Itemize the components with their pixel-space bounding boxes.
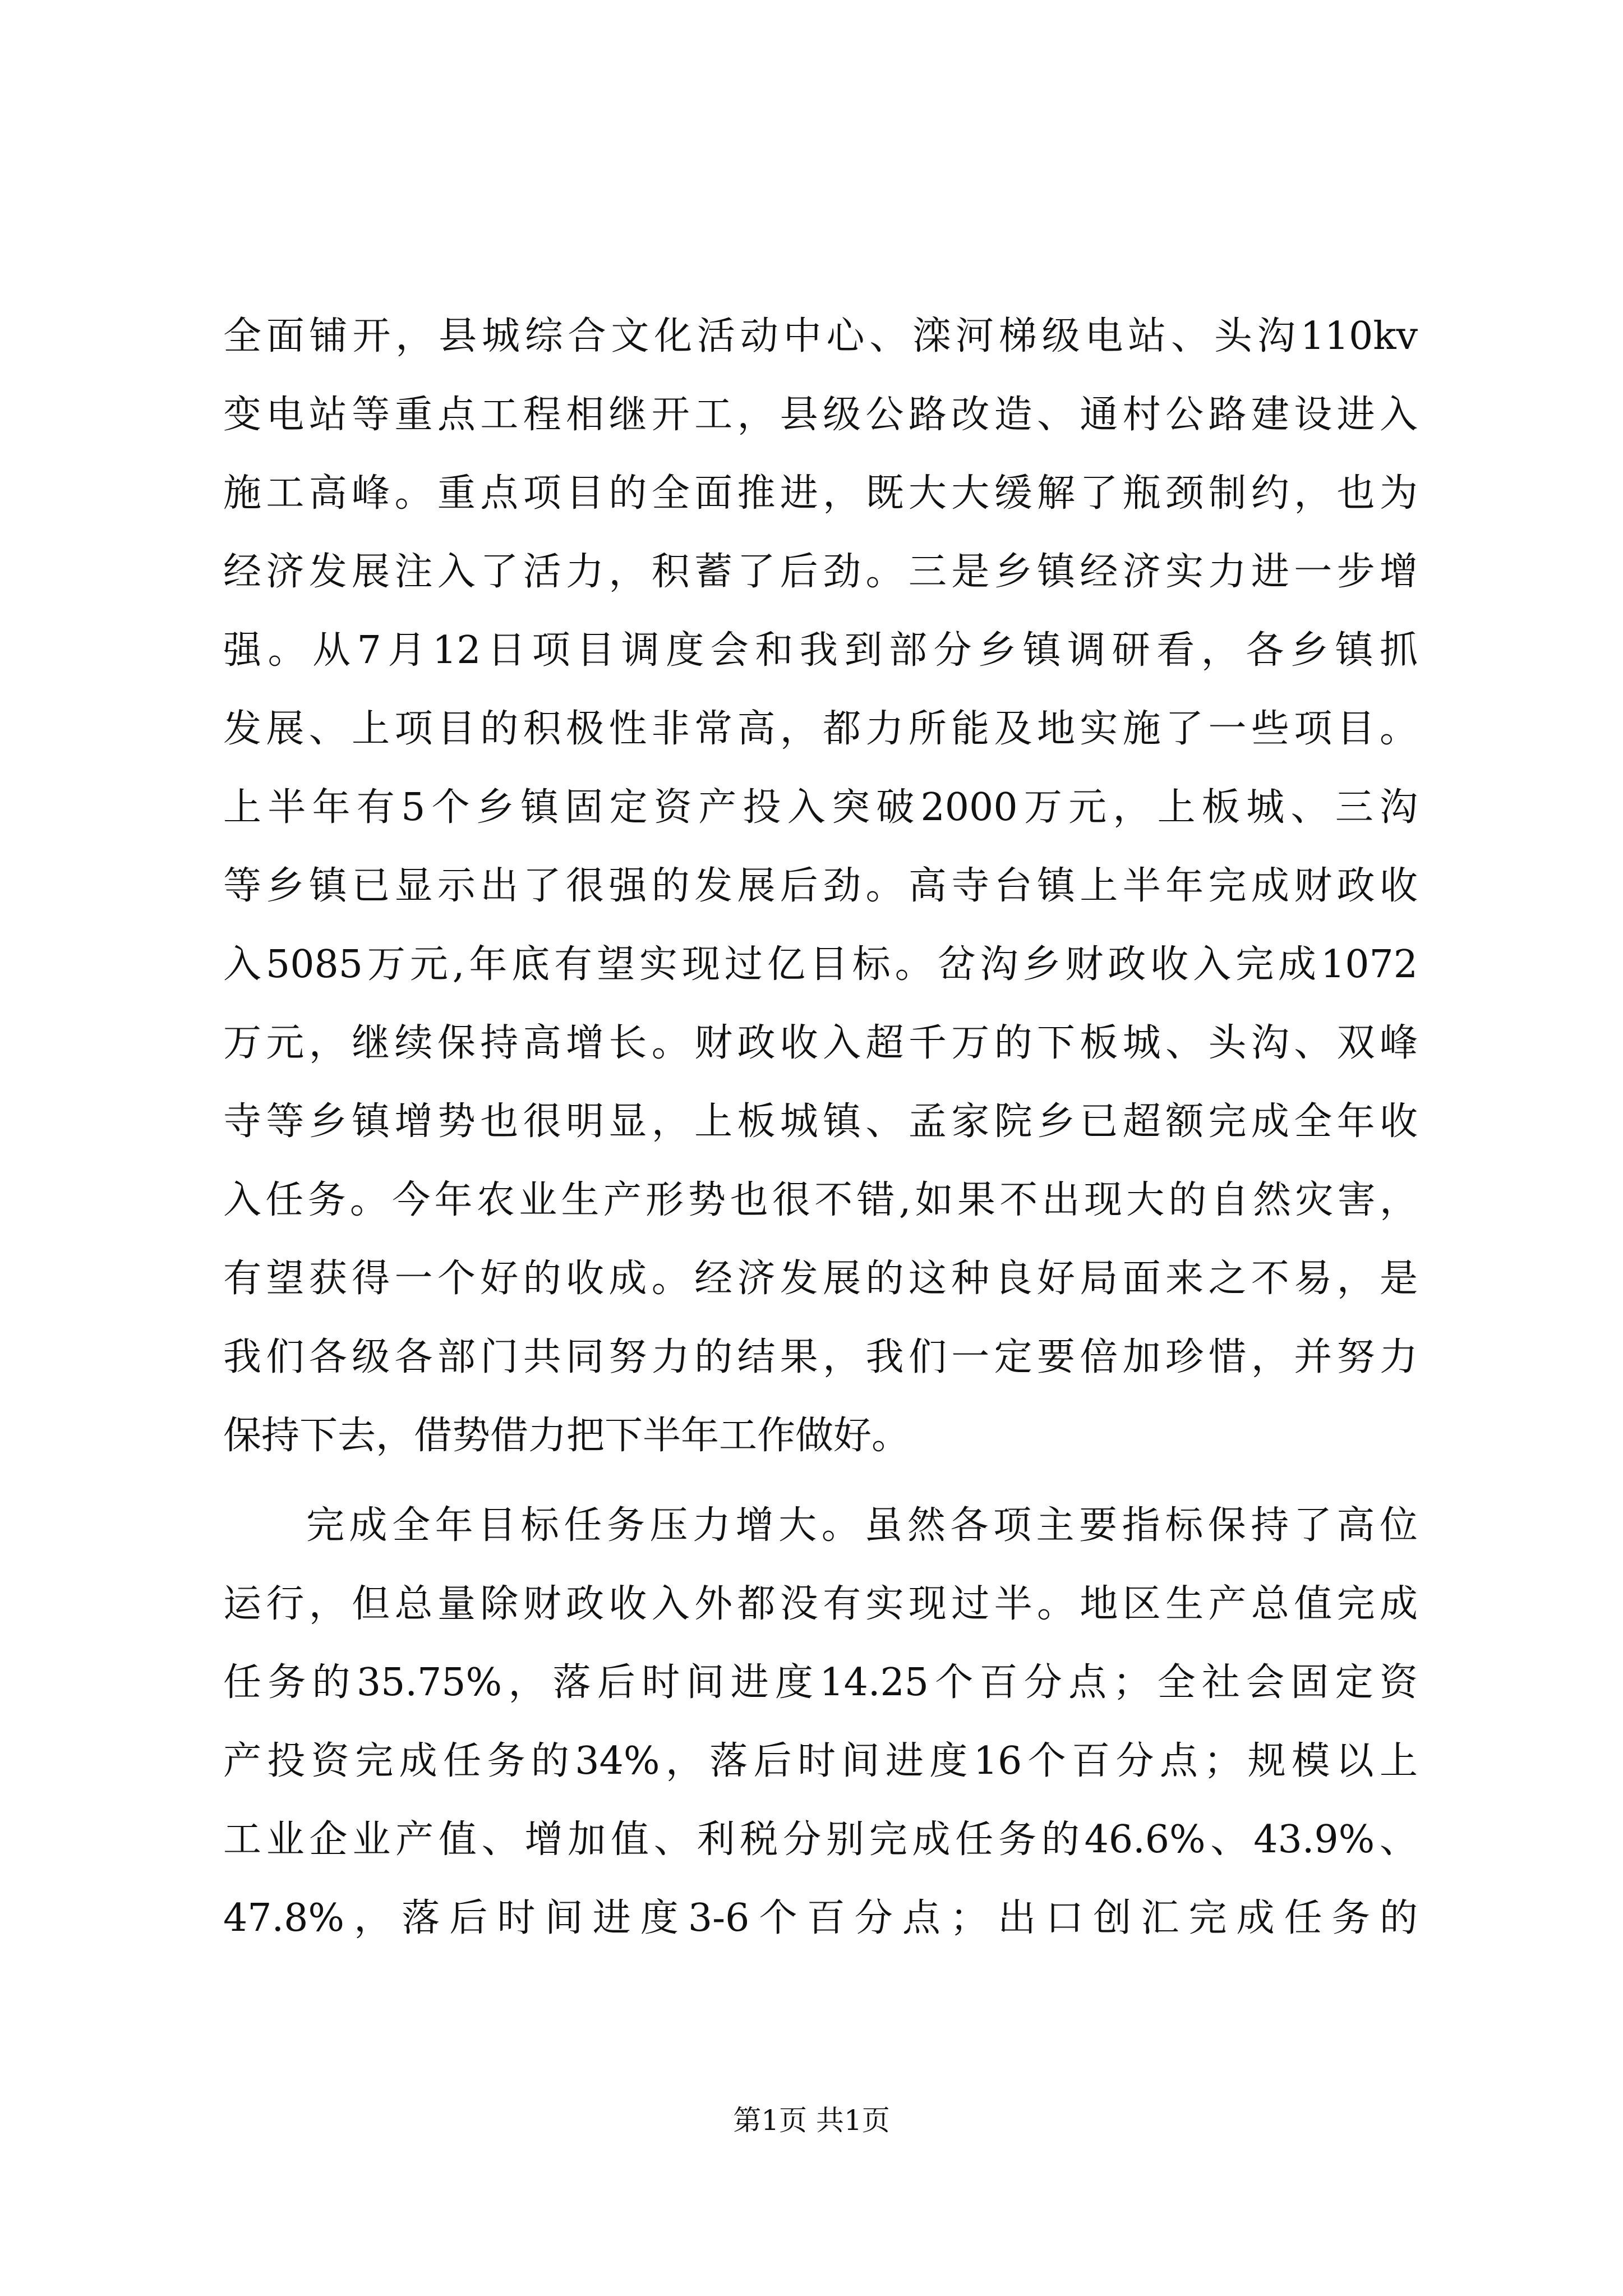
paragraph-line: 万元，继续保持高增长。财政收入超千万的下板城、头沟、双峰 — [223, 1021, 1418, 1065]
paragraph-line: 运行，但总量除财政收入外都没有实现过半。地区生产总值完成 — [223, 1582, 1418, 1626]
paragraph-line: 经济发展注入了活力，积蓄了后劲。三是乡镇经济实力进一步增 — [223, 550, 1418, 594]
paragraph-line: 我们各级各部门共同努力的结果，我们一定要倍加珍惜，并努力 — [223, 1335, 1418, 1379]
paragraph-line: 全面铺开，县城综合文化活动中心、滦河梯级电站、头沟110kv — [223, 314, 1418, 358]
paragraph-line: 完成全年目标任务压力增大。虽然各项主要指标保持了高位 — [306, 1503, 1418, 1548]
paragraph-line: 强。从7月12日项目调度会和我到部分乡镇调研看，各乡镇抓 — [223, 628, 1418, 673]
paragraph-line: 保持下去，借势借力把下半年工作做好。 — [223, 1414, 910, 1458]
page-footer: 第1页 共1页 — [733, 2104, 890, 2137]
paragraph-line: 变电站等重点工程相继开工，县级公路改造、通村公路建设进入 — [223, 393, 1418, 437]
paragraph-line: 发展、上项目的积极性非常高，都力所能及地实施了一些项目。 — [223, 707, 1418, 751]
paragraph-line: 工业企业产值、增加值、利税分别完成任务的46.6%、43.9%、 — [223, 1818, 1418, 1862]
paragraph-line: 等乡镇已显示出了很强的发展后劲。高寺台镇上半年完成财政收 — [223, 864, 1418, 908]
paragraph-line: 入5085万元,年底有望实现过亿目标。岔沟乡财政收入完成1072 — [223, 942, 1418, 987]
paragraph-line: 寺等乡镇增势也很明显，上板城镇、孟家院乡已超额完成全年收 — [223, 1099, 1418, 1144]
paragraph-line: 上半年有5个乡镇固定资产投入突破2000万元，上板城、三沟 — [223, 785, 1418, 830]
paragraph-line: 入任务。今年农业生产形势也很不错,如果不出现大的自然灾害， — [223, 1178, 1418, 1222]
paragraph-line: 47.8%，落后时间进度3-6个百分点；出口创汇完成任务的 — [223, 1896, 1418, 1940]
paragraph-line: 任务的35.75%，落后时间进度14.25个百分点；全社会固定资 — [223, 1660, 1418, 1705]
paragraph-line: 施工高峰。重点项目的全面推进，既大大缓解了瓶颈制约，也为 — [223, 471, 1418, 516]
paragraph-line: 有望获得一个好的收成。经济发展的这种良好局面来之不易，是 — [223, 1257, 1418, 1301]
paragraph-line: 产投资完成任务的34%，落后时间进度16个百分点；规模以上 — [223, 1739, 1418, 1783]
